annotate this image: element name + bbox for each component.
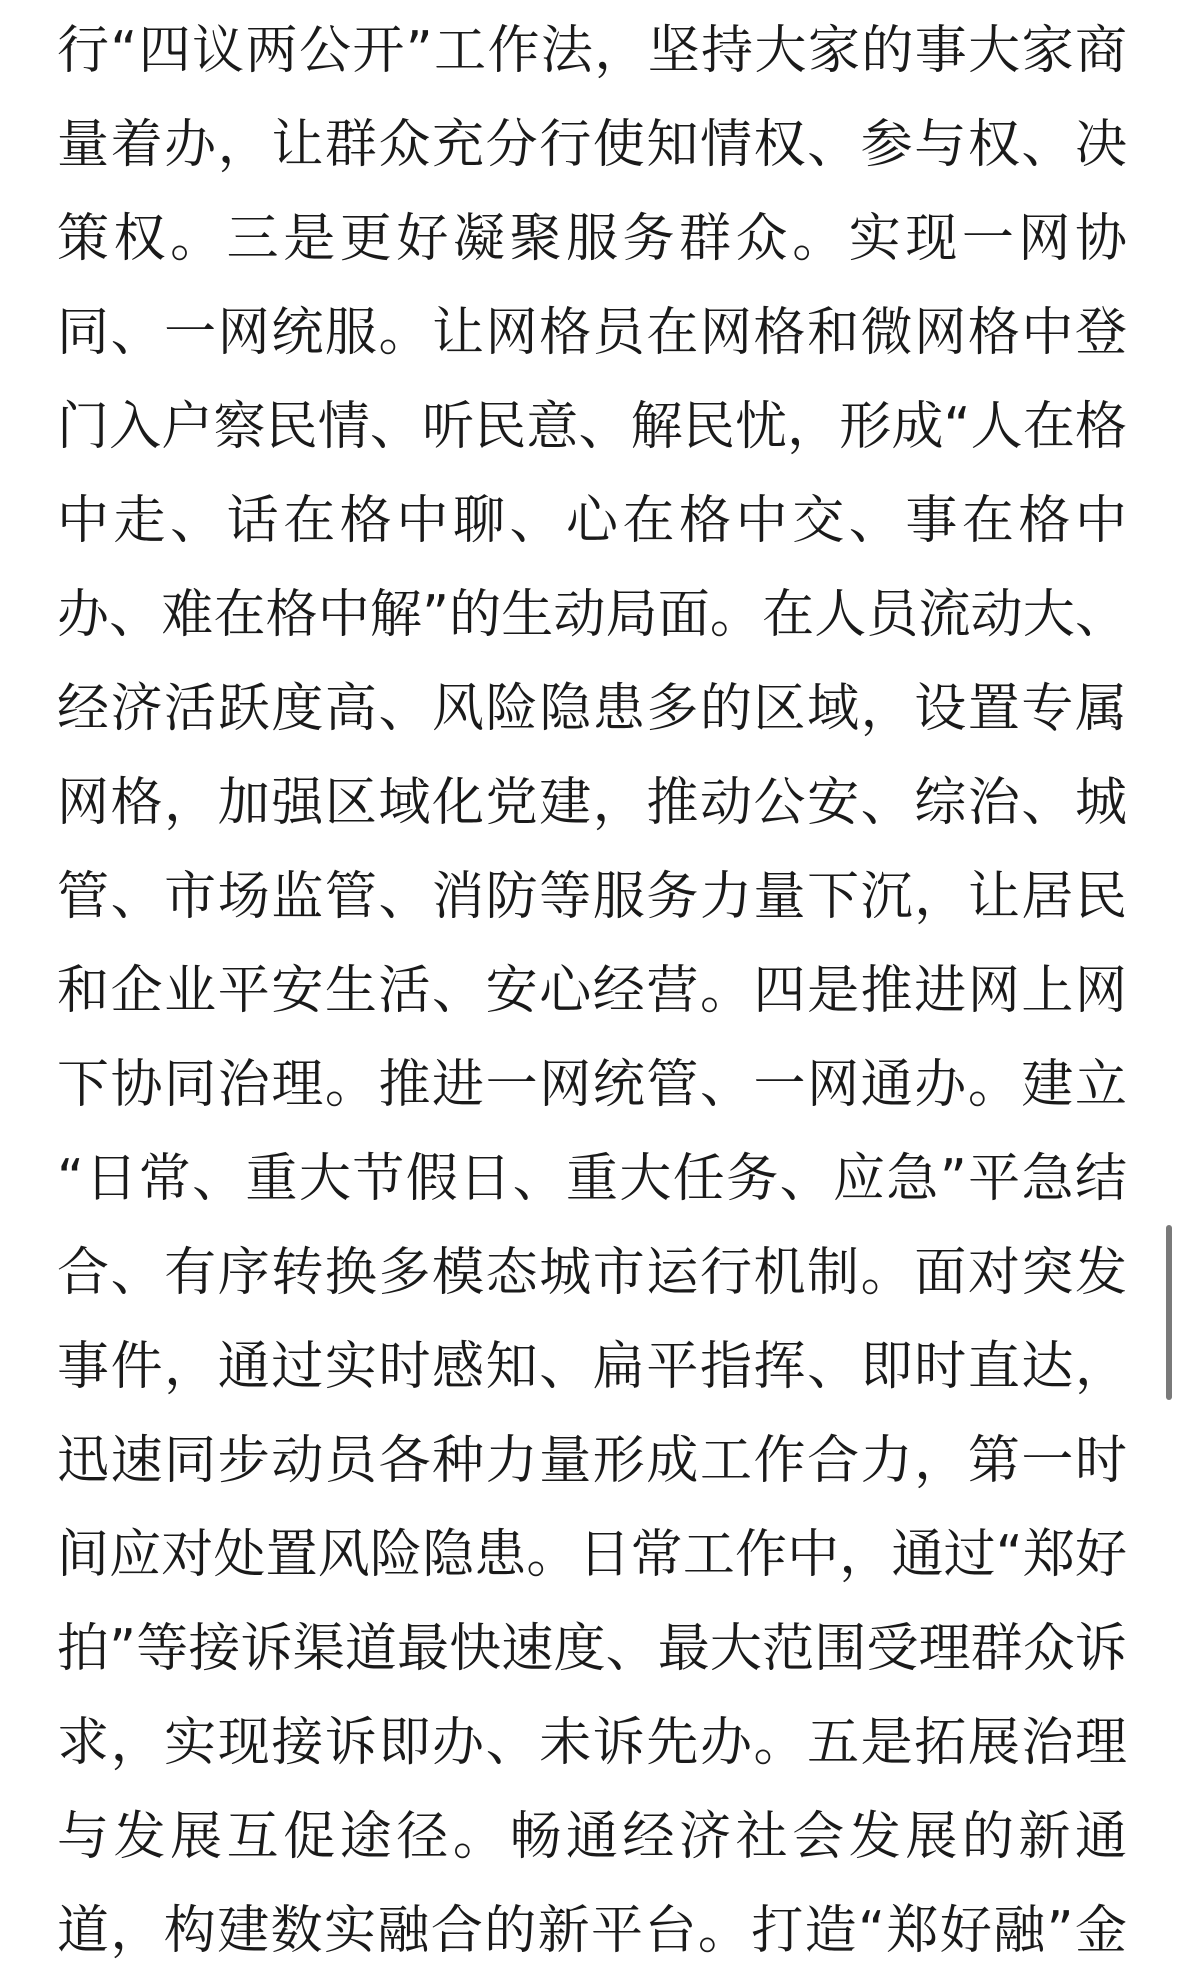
article-line: 量着办，让群众充分行使知情权、参与权、决 [57,115,1127,175]
article-line: 门入户察民情、听民意、解民忧，形成“人在格 [57,397,1127,457]
article-line: 和企业平安生活、安心经营。四是推进网上网 [57,961,1127,1021]
article-line: 迅速同步动员各种力量形成工作合力，第一时 [57,1431,1127,1491]
article-line: 办、难在格中解”的生动局面。在人员流动大、 [57,585,1127,645]
article-line: 管、市场监管、消防等服务力量下沉，让居民 [57,867,1127,927]
article-line: 下协同治理。推进一网统管、一网通办。建立 [57,1055,1127,1115]
article-body [57,4,1127,1978]
article-line: 道，构建数实融合的新平台。打造“郑好融”金 [57,1901,1127,1961]
article-line: 中走、话在格中聊、心在格中交、事在格中 [57,491,1127,551]
article-line: 同、一网统服。让网格员在网格和微网格中登 [57,303,1127,363]
article-line: 合、有序转换多模态城市运行机制。面对突发 [57,1243,1127,1303]
article-line: 拍”等接诉渠道最快速度、最大范围受理群众诉 [57,1619,1127,1679]
article-line: 间应对处置风险隐患。日常工作中，通过“郑好 [57,1525,1127,1585]
article-line: 经济活跃度高、风险隐患多的区域，设置专属 [57,679,1127,739]
article-line: 与发展互促途径。畅通经济社会发展的新通 [57,1807,1127,1867]
article-line: 求，实现接诉即办、未诉先办。五是拓展治理 [57,1713,1127,1773]
article-line: “日常、重大节假日、重大任务、应急”平急结 [57,1149,1127,1209]
article-line: 网格，加强区域化党建，推动公安、综治、城 [57,773,1127,833]
article-line: 事件，通过实时感知、扁平指挥、即时直达， [57,1337,1127,1397]
vertical-scrollbar[interactable] [1166,1225,1172,1400]
article-line: 行“四议两公开”工作法，坚持大家的事大家商 [57,21,1127,81]
article-line: 策权。三是更好凝聚服务群众。实现一网协 [57,209,1127,269]
